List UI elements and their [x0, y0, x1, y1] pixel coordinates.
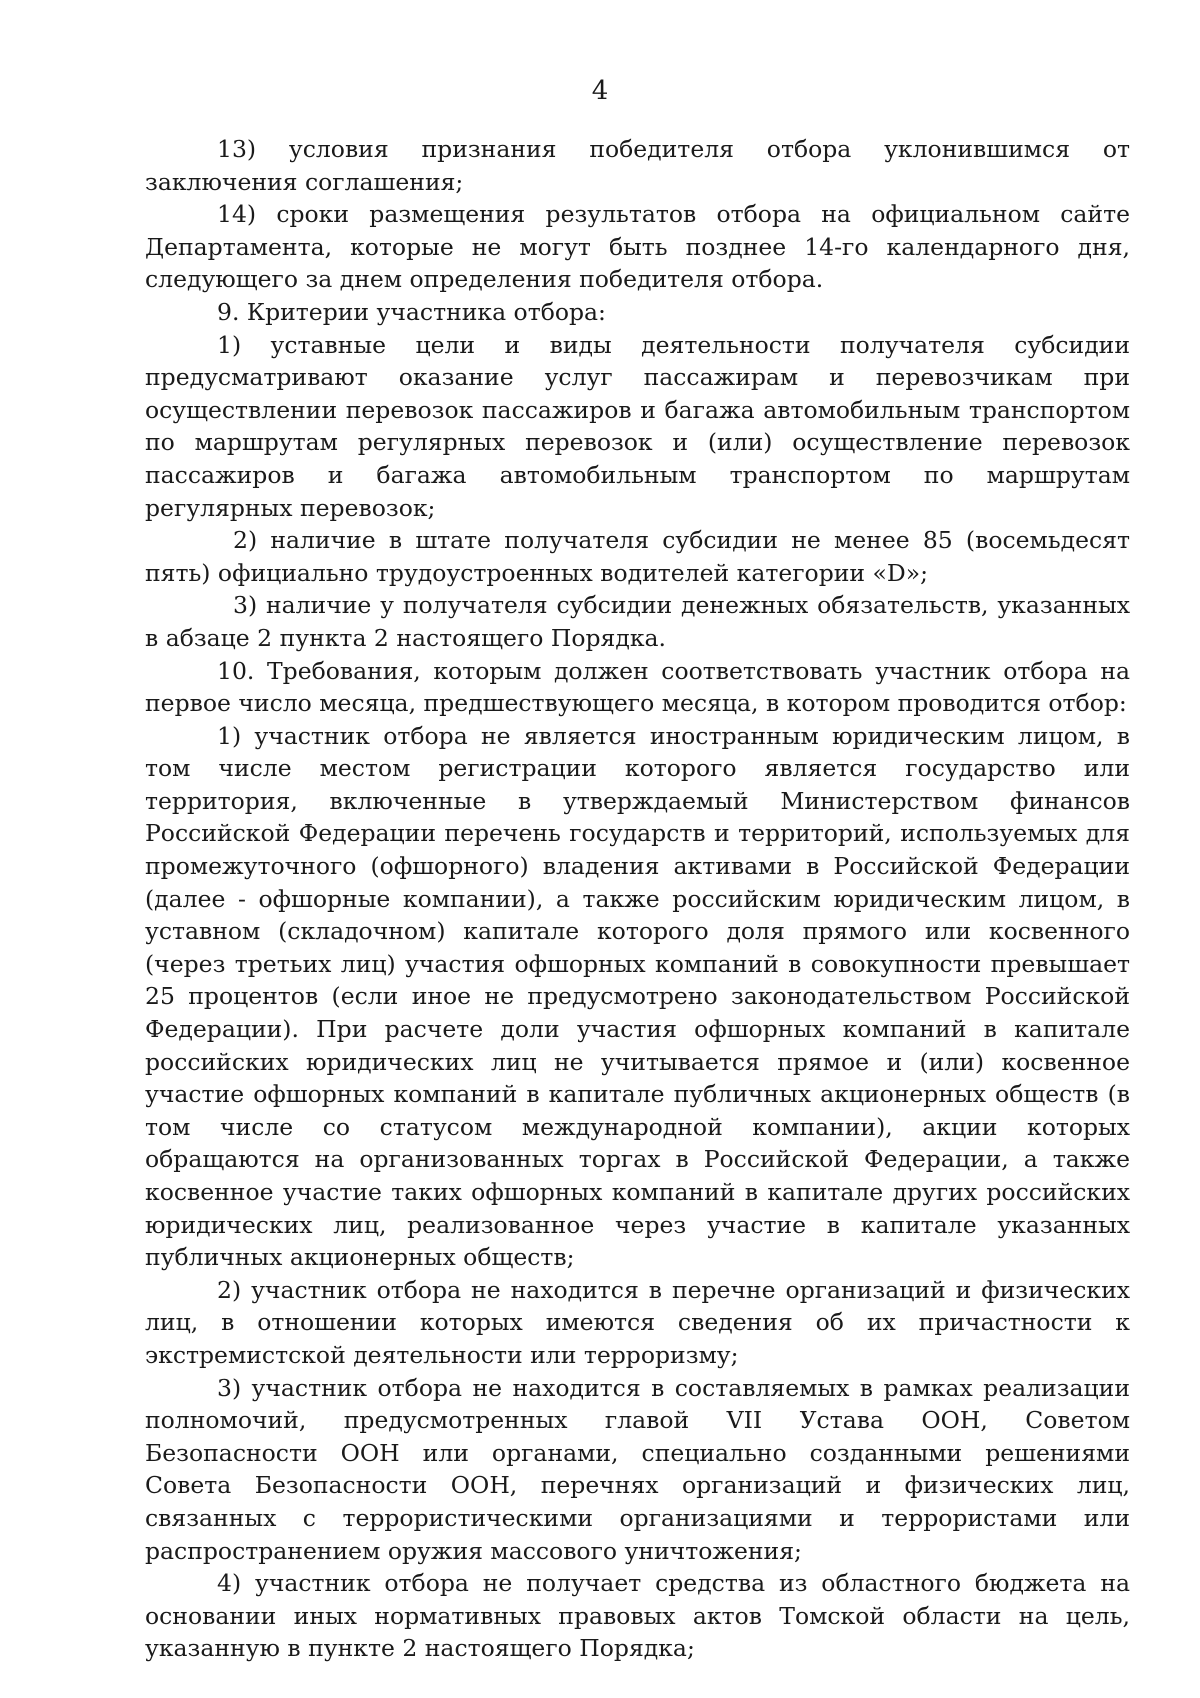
requirement-item-1: 1) участник отбора не является иностранным юридическим лицом, в том числе местом регистрации которого является государство или территория, включенные в утверждаемый Министерством финансов Российской Федерации перечень государств и территорий, используемых для промежуточного (офшорного) владения активами в Российской Федерации (далее - офшорные компании), а также российским юридическим лицом, в уставном (складочном) капитале которого доля прямого или косвенного (через третьих лиц) участия офшорных компаний в совокупности превышает 25 процентов (если иное не предусмотрено законодательством Российской Федерации). При расчете доли участия офшорных компаний в капитале российских юридических лиц не учитывается прямое и (или) косвенное участие офшорных компаний в капитале публичных акционерных обществ (в том числе со статусом международной компании), акции которых обращаются на организованных торгах в Российской Федерации, а также косвенное участие таких офшорных компаний в капитале других российских юридических лиц, реализованное через участие в капитале указанных публичных акционерных обществ;: [145, 721, 1130, 1272]
paragraph-14: 14) сроки размещения результатов отбора на официальном сайте Департамента, которые не могут быть позднее 14-го календарного дня, следующего за днем определения победителя отбора.: [145, 200, 1130, 294]
paragraph-13: 13) условия признания победителя отбора уклонившимся от заключения соглашения;: [145, 135, 1130, 196]
document-body: [145, 133, 1130, 1665]
criteria-item-3: 3) наличие у получателя субсидии денежных обязательств, указанных в абзаце 2 пункта 2 настоящего Порядка.: [145, 591, 1130, 652]
section-10-heading: 10. Требования, которым должен соответствовать участник отбора на первое число месяца, предшествующего месяца, в котором проводится отбор:: [145, 656, 1130, 718]
criteria-item-2: 2) наличие в штате получателя субсидии не менее 85 (восемьдесят пять) официально трудоустроенных водителей категории «D»;: [145, 526, 1130, 587]
page-number: 4: [591, 76, 609, 106]
requirement-item-3: 3) участник отбора не находится в составляемых в рамках реализации полномочий, предусмотренных главой VII Устава ООН, Советом Безопасности ООН или органами, специально созданными решениями Совета Безопасности ООН, перечнях организаций и физических лиц, связанных с террористическими организациями и террористами или распространением оружия массового уничтожения;: [145, 1373, 1130, 1565]
criteria-item-1: 1) уставные цели и виды деятельности получателя субсидии предусматривают оказание услуг пассажирам и перевозчикам при осуществлении перевозок пассажиров и багажа автомобильным транспортом по маршрутам регулярных перевозок и (или) осуществление перевозок пассажиров и багажа автомобильным транспортом по маршрутам регулярных перевозок;: [145, 330, 1130, 522]
section-9-heading: 9. Критерии участника отбора:: [217, 297, 606, 326]
requirement-item-2: 2) участник отбора не находится в перечне организаций и физических лиц, в отношении которых имеются сведения об их причастности к экстремистской деятельности или терроризму;: [145, 1275, 1130, 1369]
requirement-item-4: 4) участник отбора не получает средства из областного бюджета на основании иных нормативных правовых актов Томской области на цель, указанную в пункте 2 настоящего Порядка;: [145, 1569, 1130, 1663]
